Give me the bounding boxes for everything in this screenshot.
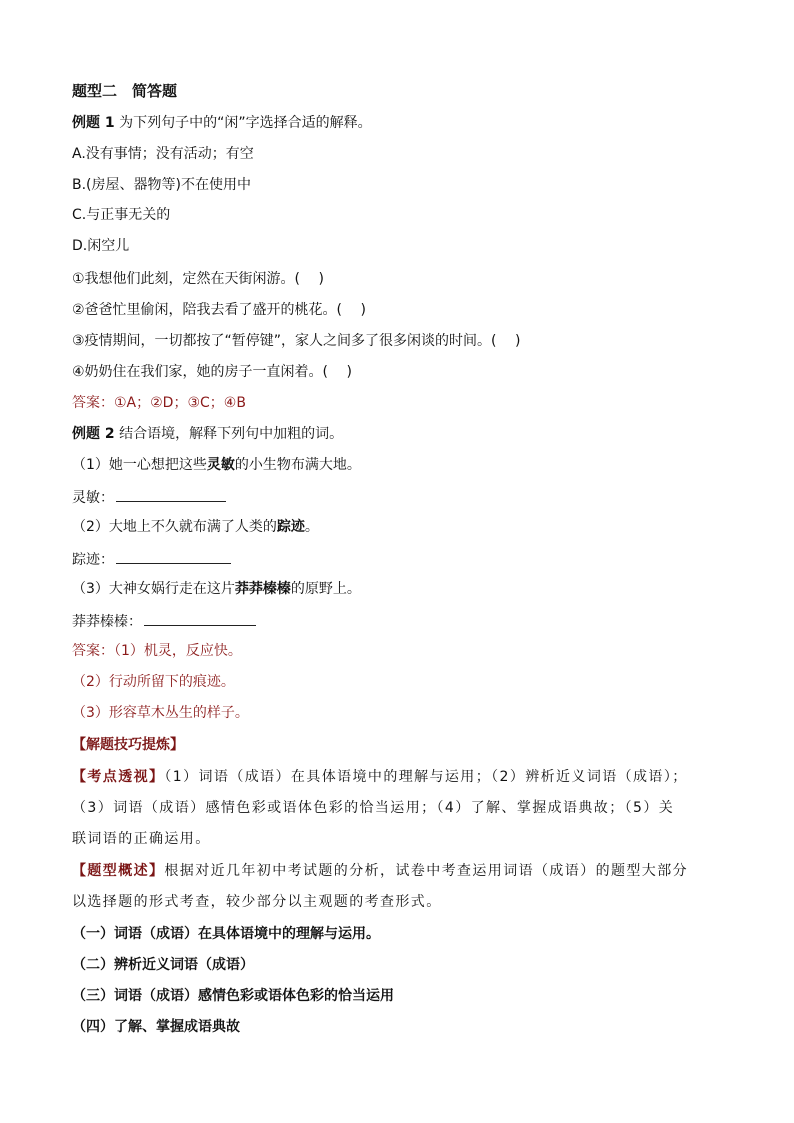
- option-d: D.闲空儿: [72, 238, 130, 254]
- q2-post: 。: [304, 519, 319, 535]
- q2-bold-word: 踪迹: [276, 519, 305, 535]
- kaodian-label: 【考点透视】: [72, 769, 165, 785]
- kaodian-line-3: 联词语的正确运用。: [72, 831, 211, 847]
- item-1: ①我想他们此刻，定然在天街闲游。( ): [72, 271, 324, 287]
- option-b: B.(房屋、器物等)不在使用中: [72, 177, 251, 193]
- point-3: （三）词语（成语）感情色彩或语体色彩的恰当运用: [72, 988, 394, 1004]
- example-2-question-3: [72, 580, 361, 598]
- example-2-question-1: [72, 456, 361, 474]
- q1-post: 的小生物布满大地。: [234, 457, 361, 473]
- point-1: （一）词语（成语）在具体语境中的理解与运用。: [72, 926, 380, 942]
- example-2-label: 例题 2: [72, 426, 115, 442]
- item-2: ②爸爸忙里偷闲，陪我去看了盛开的桃花。( ): [72, 302, 366, 318]
- blank-line-2: [72, 549, 231, 569]
- example-2-prompt: [72, 425, 343, 443]
- kaodian-text-1: （1）词语（成语）在具体语境中的理解与运用；（2）辨析近义词语（成语）；: [164, 769, 688, 785]
- example-1-prompt: [72, 114, 372, 132]
- example-2-answer-2: （2）行动所留下的痕迹。: [72, 674, 235, 690]
- gaishu-text-1: 根据对近几年初中考试题的分析，试卷中考查运用词语（成语）的题型大部分: [164, 863, 689, 879]
- answer-blank-1[interactable]: [116, 487, 226, 502]
- blank-1-label: 灵敏：: [72, 490, 114, 506]
- gaishu-line-2: 以选择题的形式考查，较少部分以主观题的考查形式。: [72, 894, 442, 910]
- gaishu-line-1: [72, 862, 688, 880]
- option-c: C.与正事无关的: [72, 207, 171, 223]
- example-2-answer-3: （3）形容草木丛生的样子。: [72, 705, 249, 721]
- point-4: （四）了解、掌握成语典故: [72, 1019, 240, 1035]
- kaodian-line-2: （3）词语（成语）感情色彩或语体色彩的恰当运用；（4）了解、掌握成语典故；（5）关: [72, 800, 675, 816]
- blank-2-label: 踪迹：: [72, 552, 114, 568]
- example-1-text: 为下列句子中的“闲”字选择合适的解释。: [114, 115, 372, 131]
- blank-line-1: [72, 487, 226, 507]
- gaishu-label: 【题型概述】: [72, 863, 165, 879]
- tips-heading: 【解题技巧提炼】: [72, 737, 184, 753]
- q3-bold-word: 莽莽榛榛: [234, 581, 291, 597]
- answer-blank-3[interactable]: [144, 611, 256, 626]
- example-2-answer-1: 答案：（1）机灵，反应快。: [72, 643, 242, 659]
- q3-post: 的原野上。: [290, 581, 361, 597]
- answer-blank-2[interactable]: [116, 549, 231, 564]
- example-1-label: 例题 1: [72, 115, 115, 131]
- example-2-text: 结合语境，解释下列句中加粗的词。: [114, 426, 344, 442]
- kaodian-line-1: [72, 768, 688, 786]
- item-3: ③疫情期间，一切都按了“暂停键”，家人之间多了很多闲谈的时间。( ): [72, 333, 521, 349]
- q1-pre: （1）她一心想把这些: [72, 457, 207, 473]
- example-2-question-2: [72, 518, 319, 536]
- blank-line-3: [72, 611, 256, 631]
- option-a: A.没有事情；没有活动；有空: [72, 146, 254, 162]
- section-title: 题型二 简答题: [72, 82, 178, 100]
- point-2: （二）辨析近义词语（成语）: [72, 957, 254, 973]
- item-4: ④奶奶住在我们家，她的房子一直闲着。( ): [72, 364, 352, 380]
- blank-3-label: 莽莽榛榛：: [72, 614, 142, 630]
- q1-bold-word: 灵敏: [206, 457, 235, 473]
- q2-pre: （2）大地上不久就布满了人类的: [72, 519, 277, 535]
- q3-pre: （3）大神女娲行走在这片: [72, 581, 235, 597]
- example-1-answer: 答案：①A；②D；③C；④B: [72, 395, 246, 411]
